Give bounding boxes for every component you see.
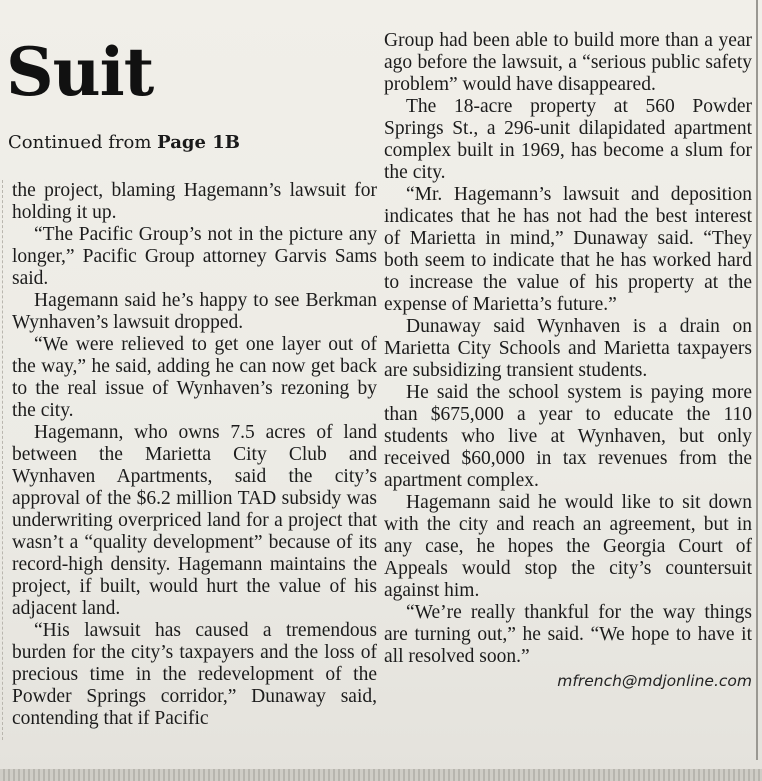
headline: Suit [6,33,154,111]
right-column [384,30,752,692]
paragraph: Hagemann said he’s happy to see Berkman Wynhaven’s lawsuit dropped. [12,290,377,333]
jump-prefix: Continued from [8,132,158,153]
paragraph: “The Pacific Group’s not in the picture any longer,” Pacific Group attorney Garvis Sams said. [12,224,377,289]
jump-page: Page 1B [157,132,240,153]
paragraph: The 18-acre property at 560 Powder Springs St., a 296-unit dilapidated apartment complex built in 1969, has become a slum for the city. [384,96,752,183]
paragraph: Hagemann said he would like to sit down with the city and reach an agreement, but in any case, he hopes the Georgia Court of Appeals would stop the city’s countersuit against him. [384,492,752,601]
left-column [12,180,377,730]
column-gutter-line [2,180,4,740]
author-email: mfrench@mdjonline.com [557,672,752,690]
paragraph: “We were relieved to get one layer out of the way,” he said, adding he can now get back to the real issue of Wynhaven’s rezoning by the city. [12,334,377,421]
paragraph: Dunaway said Wynhaven is a drain on Marietta City Schools and Marietta taxpayers are subsidizing transient students. [384,316,752,381]
paragraph: “His lawsuit has caused a tremendous burden for the city’s taxpayers and the loss of precious time in the redevelopment of the Powder Springs corridor,” Dunaway said, contending that if Pacific [12,620,377,729]
paragraph: “Mr. Hagemann’s lawsuit and deposition indicates that he has not had the best interest of Marietta in mind,” Dunaway said. “They both seem to indicate that he has worked hard to increase the value of his property at the expense of Marietta’s future.” [384,184,752,315]
jump-line [8,132,240,153]
paragraph: the project, blaming Hagemann’s lawsuit for holding it up. [12,180,377,223]
paragraph: Group had been able to build more than a year ago before the lawsuit, a “serious public safety problem” would have disappeared. [384,30,752,95]
paragraph: Hagemann, who owns 7.5 acres of land between the Marietta City Club and Wynhaven Apartments, said the city’s approval of the $6.2 million TAD subsidy was underwriting overpriced land for a project that wasn’t a “quality development” because of its record-high density. Hagemann maintains the project, if built, would hurt the value of his adjacent land. [12,422,377,619]
bottom-border [0,769,762,781]
paragraph: He said the school system is paying more than $675,000 a year to educate the 110 students who live at Wynhaven, but only received $60,000 in tax revenues from the apartment complex. [384,382,752,491]
paragraph: “We’re really thankful for the way things are turning out,” he said. “We hope to have it all resolved soon.” [384,602,752,667]
page-edge-rule [756,0,758,760]
